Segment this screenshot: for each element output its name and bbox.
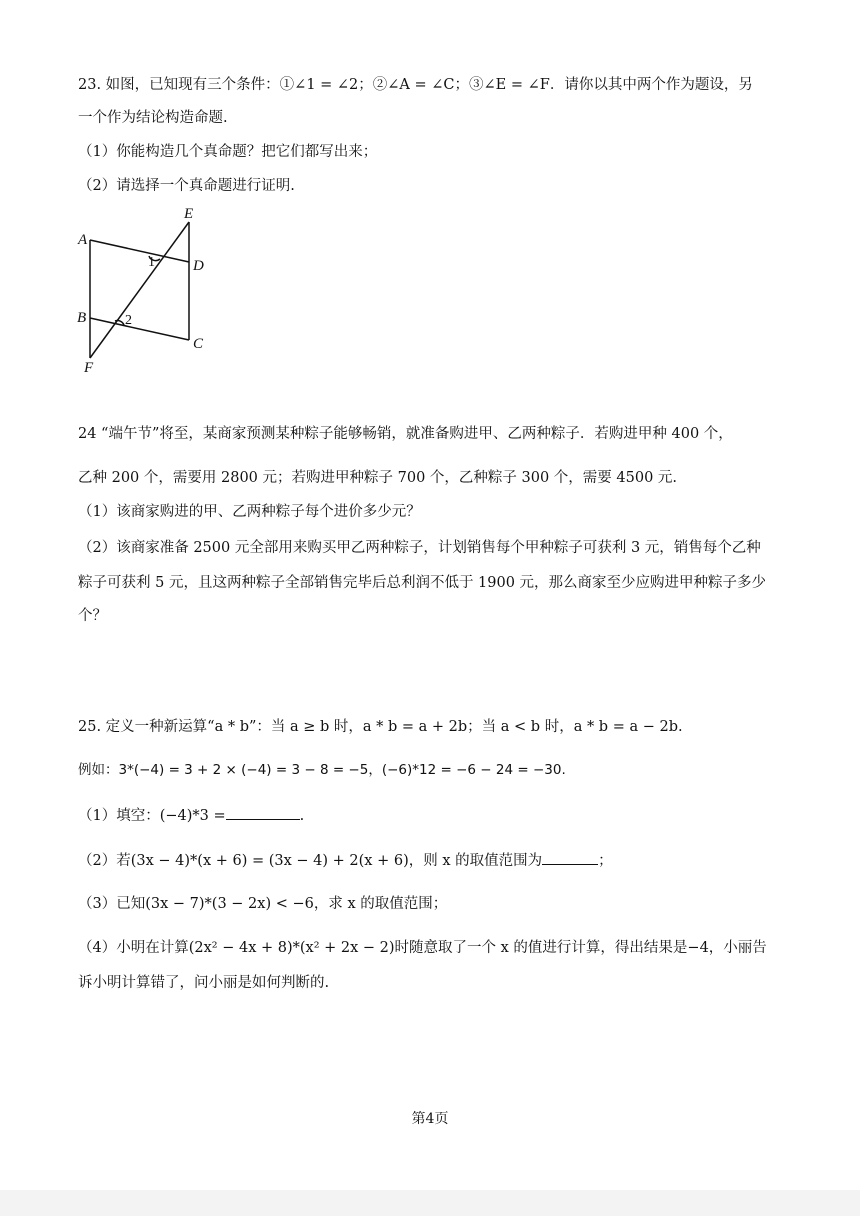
label-A: A <box>78 232 88 248</box>
q25-definition: 25. 定义一种新运算“a * b”：当 a ≥ b 时，a * b = a + 2b；当 a < b 时，a * b = a − 2b. <box>78 719 683 735</box>
q24-part1: （1）该商家购进的甲、乙两种粽子每个进价多少元？ <box>78 504 421 520</box>
q25-part1-text: （1）填空：(−4)*3 = <box>78 808 226 824</box>
q25-part1 <box>78 805 304 826</box>
label-D: D <box>193 258 204 274</box>
label-angle-2: 2 <box>125 313 132 328</box>
label-F: F <box>84 360 94 376</box>
q25-part2-text: （2）若(3x − 4)*(x + 6) = (3x − 4) + 2(x + 6)，则 x 的取值范围为 <box>78 853 543 869</box>
q24-stem-line2: 乙种 200 个，需要用 2800 元；若购进甲种粽子 700 个，乙种粽子 300 个，需要 4500 元. <box>78 470 678 486</box>
q25-part2-end: ； <box>598 853 613 869</box>
q25-part2-answer-blank <box>542 850 598 865</box>
q25-part4-line2: 诉小明计算错了，问小丽是如何判断的. <box>78 975 330 991</box>
q25-part1-end: . <box>299 808 305 824</box>
q23-part1: （1）你能构造几个真命题？把它们都写出来； <box>78 144 378 160</box>
label-E: E <box>184 206 194 222</box>
q24-part2-line2: 粽子可获利 5 元，且这两种粽子全部销售完毕后总利润不低于 1900 元，那么商家至少应购进甲种粽子多少 <box>78 575 767 591</box>
q25-example: 例如：3*(−4) = 3 + 2 × (−4) = 3 − 8 = −5，(−6)*12 = −6 − 24 = −30. <box>78 762 566 778</box>
q24-part2-line3: 个？ <box>78 608 107 624</box>
page-number: 第4页 <box>411 1111 449 1127</box>
q25-part2 <box>78 850 613 871</box>
q25-part1-answer-blank <box>226 805 300 820</box>
label-B: B <box>77 310 87 326</box>
q23-geometry-figure <box>72 200 232 380</box>
q24-stem-line1: 24 “端午节”将至，某商家预测某种粽子能够畅销，就准备购进甲、乙两种粽子．若购进甲种 400 个， <box>78 426 733 442</box>
label-C: C <box>193 336 204 352</box>
q25-part4-line1: （4）小明在计算(2x² − 4x + 8)*(x² + 2x − 2)时随意取了一个 x 的值进行计算，得出结果是−4，小丽告 <box>78 940 767 956</box>
q24-part2-line1: （2）该商家准备 2500 元全部用来购买甲乙两种粽子，计划销售每个甲种粽子可获利 3 元，销售每个乙种 <box>78 540 761 556</box>
q25-part3: （3）已知(3x − 7)*(3 − 2x) < −6，求 x 的取值范围； <box>78 896 448 912</box>
label-angle-1: 1 <box>148 255 155 270</box>
q23-stem-line2: 一个作为结论构造命题. <box>78 110 228 126</box>
page-bottom-edge <box>0 1190 860 1216</box>
segment-EF <box>90 222 189 358</box>
q23-part2: （2）请选择一个真命题进行证明. <box>78 178 295 194</box>
q23-stem-line1: 23. 如图，已知现有三个条件：①∠1 = ∠2；②∠A = ∠C；③∠E = ∠F．请你以其中两个作为题设，另 <box>78 77 753 93</box>
